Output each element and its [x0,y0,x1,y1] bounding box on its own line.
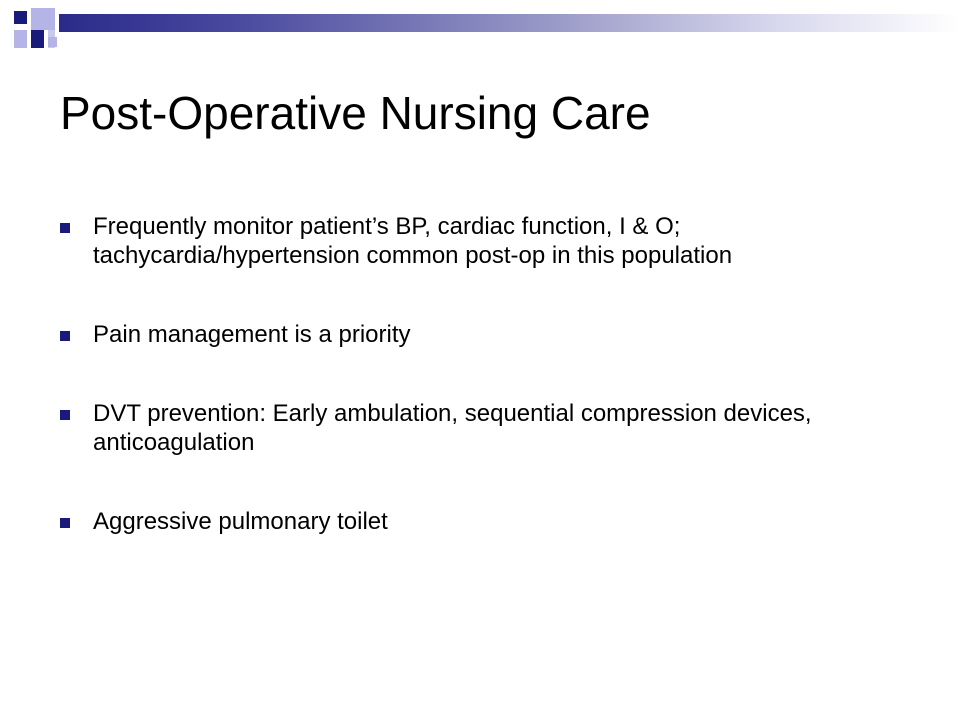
square-bullet-icon [60,410,70,420]
decorative-square [14,11,27,24]
bullet-text: Frequently monitor patient’s BP, cardiac function, I & O; tachycardia/hypertension common post-op in this population [93,213,733,269]
square-bullet-icon [60,518,70,528]
square-bullet-icon [60,331,70,341]
header-gradient-bar [59,14,960,32]
slide-title: Post-Operative Nursing Care [60,87,651,139]
bullet-item [60,212,900,270]
bullet-text: DVT prevention: Early ambulation, sequential compression devices, anticoagulation [93,400,812,456]
bullet-item [60,320,900,349]
bullet-text: Aggressive pulmonary toilet [93,508,388,535]
decorative-square [14,30,27,48]
decorative-square [48,37,57,47]
bullet-item [60,507,900,536]
bullet-item [60,399,900,457]
bullet-text: Pain management is a priority [93,321,411,348]
square-bullet-icon [60,223,70,233]
decorative-square [31,30,44,48]
decorative-square [31,8,55,30]
bullet-list [60,212,900,586]
